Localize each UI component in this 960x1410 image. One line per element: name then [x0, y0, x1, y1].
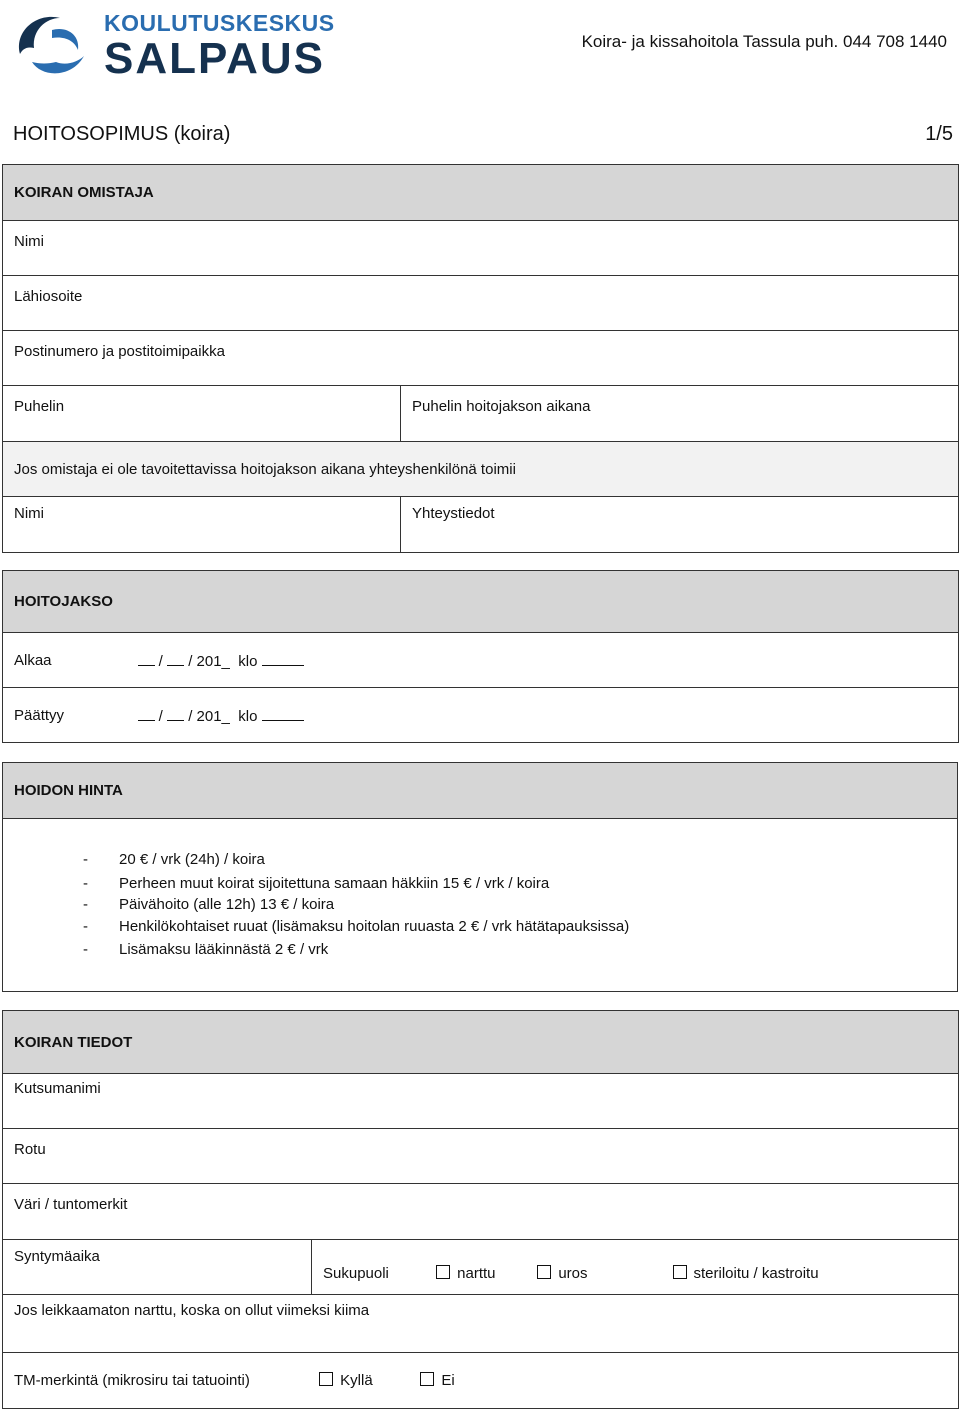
- price-item: - Perheen muut koirat sijoitettuna samaan häkkiin 15 € / vrk / koira: [73, 873, 957, 894]
- male-label: uros: [558, 1264, 588, 1282]
- header-contact: Koira- ja kissahoitola Tassula puh. 044 708 1440: [581, 32, 947, 51]
- no-label: Ei: [441, 1372, 455, 1389]
- dog-tm-row: [3, 1353, 959, 1409]
- date-year: / 201_: [188, 707, 230, 725]
- tm-label: TM-merkintä (mikrosiru tai tatuointi): [14, 1372, 250, 1389]
- salpaus-logo-icon: [12, 8, 90, 80]
- yes-label: Kyllä: [340, 1372, 373, 1389]
- price-heading: HOIDON HINTA: [3, 763, 958, 819]
- checkbox-icon: [436, 1265, 450, 1279]
- price-item: - Päivähoito (alle 12h) 13 € / koira: [73, 894, 957, 915]
- checkbox-icon: [420, 1372, 434, 1386]
- dog-breed-field[interactable]: Rotu: [3, 1129, 959, 1184]
- date-separator: /: [158, 707, 163, 725]
- contact-name-field[interactable]: Nimi: [3, 497, 401, 553]
- owner-address-field[interactable]: Lähiosoite: [3, 276, 959, 331]
- price-section: [2, 762, 958, 992]
- dog-section: [2, 1010, 959, 1409]
- neutered-label: steriloitu / kastroitu: [693, 1264, 819, 1282]
- contact-person-note: Jos omistaja ei ole tavoitettavissa hoitojakson aikana yhteyshenkilönä toimii: [3, 442, 959, 497]
- checkbox-icon: [319, 1372, 333, 1386]
- male-checkbox[interactable]: [537, 1265, 668, 1282]
- dog-color-field[interactable]: Väri / tuntomerkit: [3, 1184, 959, 1240]
- price-list: [3, 849, 957, 960]
- checkbox-icon: [537, 1265, 551, 1279]
- sex-label: Sukupuoli: [323, 1264, 389, 1282]
- time-label: klo: [238, 652, 258, 670]
- logo-main-text: SALPAUS: [104, 34, 325, 83]
- checkbox-icon: [673, 1265, 687, 1279]
- logo-top-text: KOULUTUSKESKUS: [104, 10, 335, 36]
- tm-yes-checkbox[interactable]: [319, 1372, 416, 1389]
- owner-phone-during-field[interactable]: Puhelin hoitojakson aikana: [401, 386, 959, 442]
- female-label: narttu: [457, 1264, 496, 1282]
- period-end-date[interactable]: [128, 688, 959, 743]
- owner-heading: KOIRAN OMISTAJA: [3, 165, 959, 221]
- owner-section: [2, 164, 959, 553]
- time-label: klo: [238, 707, 258, 725]
- period-start-label: Alkaa: [3, 633, 128, 688]
- date-year: / 201_: [188, 652, 230, 670]
- dog-birth-field[interactable]: Syntymäaika: [3, 1240, 312, 1295]
- owner-name-field[interactable]: Nimi: [3, 221, 959, 276]
- owner-postal-field[interactable]: Postinumero ja postitoimipaikka: [3, 331, 959, 386]
- dog-nickname-field[interactable]: Kutsumanimi: [3, 1074, 959, 1129]
- period-heading: HOITOJAKSO: [3, 571, 959, 633]
- document-title: HOITOSOPIMUS (koira): [13, 123, 231, 145]
- dog-heading: KOIRAN TIEDOT: [3, 1011, 959, 1074]
- tm-no-checkbox[interactable]: [420, 1372, 454, 1389]
- period-section: [2, 570, 959, 743]
- price-item: - 20 € / vrk (24h) / koira: [73, 849, 957, 870]
- dog-heat-field[interactable]: Jos leikkaamaton narttu, koska on ollut viimeksi kiima: [3, 1295, 959, 1353]
- page-number: 1/5: [925, 123, 953, 145]
- female-checkbox[interactable]: [436, 1265, 533, 1282]
- date-separator: /: [158, 652, 163, 670]
- price-item: - Henkilökohtaiset ruuat (lisämaksu hoitolan ruuasta 2 € / vrk hätätapauksissa): [73, 916, 957, 937]
- owner-phone-field[interactable]: Puhelin: [3, 386, 401, 442]
- dog-sex-row: [312, 1240, 959, 1295]
- price-item: - Lisämaksu lääkinnästä 2 € / vrk: [73, 939, 957, 960]
- neutered-checkbox[interactable]: [673, 1265, 819, 1282]
- period-end-label: Päättyy: [3, 688, 128, 743]
- period-start-date[interactable]: [128, 633, 959, 688]
- contact-info-field[interactable]: Yhteystiedot: [401, 497, 959, 553]
